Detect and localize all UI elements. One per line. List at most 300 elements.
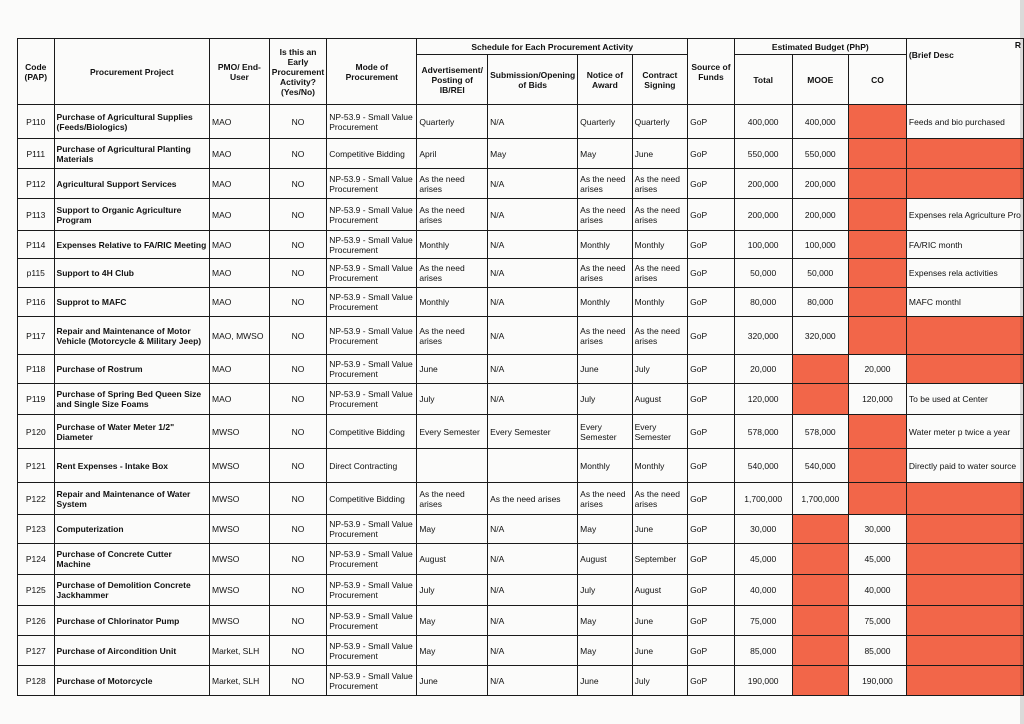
header-remarks-top: R <box>1014 40 1021 50</box>
table-row <box>18 575 1024 606</box>
row-early: NO <box>269 355 326 384</box>
row-early: NO <box>269 231 326 259</box>
row-mode: NP-53.9 - Small Value Procurement <box>327 515 417 544</box>
row-mode: Competitive Bidding <box>327 139 417 169</box>
row-contract-signing: As the need arises <box>632 317 688 355</box>
row-advertisement: June <box>417 355 488 384</box>
row-source: GoP <box>688 259 735 288</box>
table-body <box>18 105 1024 696</box>
row-total: 320,000 <box>734 317 792 355</box>
row-mooe <box>792 355 848 384</box>
row-source: GoP <box>688 231 735 259</box>
row-contract-signing: September <box>632 544 688 575</box>
row-project: Purchase of Demolition Concrete Jackhammer <box>54 575 209 606</box>
row-remarks <box>906 515 1023 544</box>
header-mooe: MOOE <box>792 55 848 105</box>
row-contract-signing: June <box>632 606 688 636</box>
row-project: Purchase of Aircondition Unit <box>54 636 209 666</box>
row-project: Purchase of Water Meter 1/2" Diameter <box>54 415 209 449</box>
table-row <box>18 449 1024 483</box>
row-project: Expenses Relative to FA/RIC Meeting <box>54 231 209 259</box>
table-row <box>18 544 1024 575</box>
row-total: 540,000 <box>734 449 792 483</box>
row-pmo: MWSO <box>209 606 269 636</box>
row-advertisement <box>417 449 488 483</box>
row-contract-signing: As the need arises <box>632 169 688 199</box>
row-notice-of-award: July <box>578 575 632 606</box>
row-early: NO <box>269 384 326 415</box>
row-submission: N/A <box>488 231 578 259</box>
row-early: NO <box>269 606 326 636</box>
row-notice-of-award: May <box>578 606 632 636</box>
row-contract-signing: As the need arises <box>632 259 688 288</box>
row-source: GoP <box>688 105 735 139</box>
table-row <box>18 259 1024 288</box>
row-advertisement: April <box>417 139 488 169</box>
row-notice-of-award: May <box>578 139 632 169</box>
row-code: P119 <box>18 384 55 415</box>
row-advertisement: Quarterly <box>417 105 488 139</box>
row-mooe <box>792 384 848 415</box>
row-advertisement: May <box>417 636 488 666</box>
row-source: GoP <box>688 288 735 317</box>
row-co <box>848 415 906 449</box>
row-mooe: 320,000 <box>792 317 848 355</box>
row-remarks <box>906 317 1023 355</box>
row-source: GoP <box>688 636 735 666</box>
header-mode: Mode of Procurement <box>327 39 417 105</box>
row-submission: N/A <box>488 288 578 317</box>
procurement-table <box>17 38 1024 696</box>
row-code: p115 <box>18 259 55 288</box>
row-total: 190,000 <box>734 666 792 696</box>
table-row <box>18 105 1024 139</box>
row-mode: NP-53.9 - Small Value Procurement <box>327 231 417 259</box>
row-pmo: Market, SLH <box>209 636 269 666</box>
table-row <box>18 288 1024 317</box>
row-remarks: Expenses rela activities <box>906 259 1023 288</box>
row-notice-of-award: June <box>578 355 632 384</box>
row-mode: Direct Contracting <box>327 449 417 483</box>
row-source: GoP <box>688 575 735 606</box>
header-co: CO <box>848 55 906 105</box>
row-code: P117 <box>18 317 55 355</box>
row-total: 200,000 <box>734 169 792 199</box>
row-contract-signing: Monthly <box>632 231 688 259</box>
row-code: P120 <box>18 415 55 449</box>
row-submission: N/A <box>488 317 578 355</box>
table-row <box>18 139 1024 169</box>
row-pmo: MWSO <box>209 575 269 606</box>
row-mooe: 80,000 <box>792 288 848 317</box>
row-total: 75,000 <box>734 606 792 636</box>
row-code: P116 <box>18 288 55 317</box>
row-co: 190,000 <box>848 666 906 696</box>
row-mooe <box>792 606 848 636</box>
row-total: 30,000 <box>734 515 792 544</box>
row-pmo: MWSO <box>209 415 269 449</box>
row-code: P121 <box>18 449 55 483</box>
row-total: 1,700,000 <box>734 483 792 515</box>
row-contract-signing: Monthly <box>632 288 688 317</box>
row-total: 120,000 <box>734 384 792 415</box>
row-notice-of-award: Every Semester <box>578 415 632 449</box>
header-code: Code (PAP) <box>18 39 55 105</box>
row-remarks: Water meter p twice a year <box>906 415 1023 449</box>
row-notice-of-award: June <box>578 666 632 696</box>
row-early: NO <box>269 544 326 575</box>
row-source: GoP <box>688 415 735 449</box>
row-co <box>848 105 906 139</box>
row-notice-of-award: Quarterly <box>578 105 632 139</box>
row-project: Repair and Maintenance of Water System <box>54 483 209 515</box>
row-notice-of-award: Monthly <box>578 449 632 483</box>
row-remarks <box>906 606 1023 636</box>
row-early: NO <box>269 483 326 515</box>
row-pmo: MAO <box>209 288 269 317</box>
row-remarks: MAFC monthl <box>906 288 1023 317</box>
row-early: NO <box>269 199 326 231</box>
row-project: Support to 4H Club <box>54 259 209 288</box>
row-notice-of-award: As the need arises <box>578 317 632 355</box>
row-pmo: MWSO <box>209 483 269 515</box>
row-pmo: MAO <box>209 169 269 199</box>
row-project: Purchase of Agricultural Supplies (Feeds/Biologics) <box>54 105 209 139</box>
row-code: P114 <box>18 231 55 259</box>
row-mode: NP-53.9 - Small Value Procurement <box>327 575 417 606</box>
row-remarks <box>906 666 1023 696</box>
row-project: Rent Expenses - Intake Box <box>54 449 209 483</box>
row-mooe: 540,000 <box>792 449 848 483</box>
row-mode: NP-53.9 - Small Value Procurement <box>327 666 417 696</box>
row-notice-of-award: As the need arises <box>578 259 632 288</box>
row-advertisement: As the need arises <box>417 317 488 355</box>
row-co: 85,000 <box>848 636 906 666</box>
row-contract-signing: August <box>632 575 688 606</box>
row-co: 40,000 <box>848 575 906 606</box>
table-header <box>18 39 1024 105</box>
row-total: 550,000 <box>734 139 792 169</box>
row-advertisement: Monthly <box>417 231 488 259</box>
row-early: NO <box>269 169 326 199</box>
row-mooe: 100,000 <box>792 231 848 259</box>
row-submission: N/A <box>488 606 578 636</box>
row-co <box>848 199 906 231</box>
row-remarks <box>906 483 1023 515</box>
row-early: NO <box>269 259 326 288</box>
row-mode: NP-53.9 - Small Value Procurement <box>327 384 417 415</box>
row-code: P112 <box>18 169 55 199</box>
row-advertisement: Monthly <box>417 288 488 317</box>
row-mooe: 578,000 <box>792 415 848 449</box>
row-pmo: MAO <box>209 355 269 384</box>
row-total: 85,000 <box>734 636 792 666</box>
row-remarks <box>906 636 1023 666</box>
row-advertisement: August <box>417 544 488 575</box>
row-total: 100,000 <box>734 231 792 259</box>
row-code: P123 <box>18 515 55 544</box>
row-pmo: MAO <box>209 384 269 415</box>
row-early: NO <box>269 415 326 449</box>
row-code: P122 <box>18 483 55 515</box>
row-pmo: MAO <box>209 105 269 139</box>
row-advertisement: June <box>417 666 488 696</box>
row-source: GoP <box>688 515 735 544</box>
row-mode: NP-53.9 - Small Value Procurement <box>327 259 417 288</box>
row-early: NO <box>269 666 326 696</box>
row-code: P118 <box>18 355 55 384</box>
row-notice-of-award: July <box>578 384 632 415</box>
row-submission: Every Semester <box>488 415 578 449</box>
row-contract-signing: July <box>632 666 688 696</box>
row-advertisement: Every Semester <box>417 415 488 449</box>
row-pmo: MAO <box>209 139 269 169</box>
row-early: NO <box>269 515 326 544</box>
row-notice-of-award: As the need arises <box>578 199 632 231</box>
row-remarks: FA/RIC month <box>906 231 1023 259</box>
row-remarks <box>906 575 1023 606</box>
row-remarks: Expenses rela Agriculture Pro <box>906 199 1023 231</box>
table-row <box>18 666 1024 696</box>
header-total: Total <box>734 55 792 105</box>
row-contract-signing: As the need arises <box>632 483 688 515</box>
row-code: P113 <box>18 199 55 231</box>
row-project: Purchase of Concrete Cutter Machine <box>54 544 209 575</box>
row-project: Purchase of Chlorinator Pump <box>54 606 209 636</box>
header-budget: Estimated Budget (PhP) <box>734 39 906 55</box>
header-notice-of-award: Notice of Award <box>578 55 632 105</box>
row-contract-signing: July <box>632 355 688 384</box>
row-advertisement: As the need arises <box>417 199 488 231</box>
table-row <box>18 606 1024 636</box>
row-contract-signing: June <box>632 636 688 666</box>
row-early: NO <box>269 288 326 317</box>
row-mooe: 50,000 <box>792 259 848 288</box>
row-remarks <box>906 139 1023 169</box>
row-mooe: 1,700,000 <box>792 483 848 515</box>
row-early: NO <box>269 105 326 139</box>
row-source: GoP <box>688 199 735 231</box>
row-source: GoP <box>688 139 735 169</box>
row-mooe <box>792 515 848 544</box>
row-early: NO <box>269 317 326 355</box>
row-co <box>848 259 906 288</box>
row-total: 20,000 <box>734 355 792 384</box>
row-mode: NP-53.9 - Small Value Procurement <box>327 636 417 666</box>
table-row <box>18 231 1024 259</box>
row-co <box>848 483 906 515</box>
row-source: GoP <box>688 169 735 199</box>
header-submission: Submission/Opening of Bids <box>488 55 578 105</box>
row-pmo: Market, SLH <box>209 666 269 696</box>
row-total: 45,000 <box>734 544 792 575</box>
row-pmo: MAO <box>209 199 269 231</box>
row-co: 45,000 <box>848 544 906 575</box>
row-submission: N/A <box>488 105 578 139</box>
row-notice-of-award: As the need arises <box>578 483 632 515</box>
row-total: 200,000 <box>734 199 792 231</box>
header-remarks <box>906 39 1023 105</box>
row-notice-of-award: Monthly <box>578 231 632 259</box>
row-total: 80,000 <box>734 288 792 317</box>
row-co: 30,000 <box>848 515 906 544</box>
row-project: Computerization <box>54 515 209 544</box>
row-submission: N/A <box>488 199 578 231</box>
row-total: 400,000 <box>734 105 792 139</box>
row-code: P127 <box>18 636 55 666</box>
row-source: GoP <box>688 544 735 575</box>
row-project: Support to Organic Agriculture Program <box>54 199 209 231</box>
row-project: Supprot to MAFC <box>54 288 209 317</box>
row-mooe <box>792 636 848 666</box>
row-code: P128 <box>18 666 55 696</box>
table-row <box>18 415 1024 449</box>
row-advertisement: As the need arises <box>417 259 488 288</box>
row-remarks: Feeds and bio purchased <box>906 105 1023 139</box>
table-row <box>18 169 1024 199</box>
row-pmo: MAO, MWSO <box>209 317 269 355</box>
header-early: Is this an Early Procurement Activity? (Yes/No) <box>269 39 326 105</box>
row-code: P110 <box>18 105 55 139</box>
row-source: GoP <box>688 606 735 636</box>
row-pmo: MWSO <box>209 449 269 483</box>
row-submission: May <box>488 139 578 169</box>
row-mode: NP-53.9 - Small Value Procurement <box>327 169 417 199</box>
row-mode: NP-53.9 - Small Value Procurement <box>327 317 417 355</box>
row-co: 120,000 <box>848 384 906 415</box>
row-contract-signing: As the need arises <box>632 199 688 231</box>
row-co <box>848 231 906 259</box>
row-submission: N/A <box>488 515 578 544</box>
row-submission: N/A <box>488 636 578 666</box>
row-contract-signing: Quarterly <box>632 105 688 139</box>
row-advertisement: May <box>417 515 488 544</box>
row-submission: N/A <box>488 544 578 575</box>
row-submission: N/A <box>488 384 578 415</box>
row-project: Purchase of Agricultural Planting Materials <box>54 139 209 169</box>
row-pmo: MWSO <box>209 544 269 575</box>
row-code: P126 <box>18 606 55 636</box>
row-source: GoP <box>688 317 735 355</box>
row-mode: NP-53.9 - Small Value Procurement <box>327 544 417 575</box>
row-code: P124 <box>18 544 55 575</box>
header-project: Procurement Project <box>54 39 209 105</box>
row-early: NO <box>269 636 326 666</box>
row-pmo: MAO <box>209 259 269 288</box>
table-row <box>18 636 1024 666</box>
row-co <box>848 449 906 483</box>
header-remarks-desc: (Brief Desc <box>908 50 954 60</box>
row-total: 50,000 <box>734 259 792 288</box>
row-submission: As the need arises <box>488 483 578 515</box>
header-pmo: PMO/ End-User <box>209 39 269 105</box>
row-project: Repair and Maintenance of Motor Vehicle (Motorcycle & Military Jeep) <box>54 317 209 355</box>
row-source: GoP <box>688 666 735 696</box>
row-mooe <box>792 666 848 696</box>
row-mooe: 200,000 <box>792 169 848 199</box>
row-submission: N/A <box>488 575 578 606</box>
row-co <box>848 288 906 317</box>
row-pmo: MAO <box>209 231 269 259</box>
row-source: GoP <box>688 483 735 515</box>
table-row <box>18 515 1024 544</box>
header-schedule: Schedule for Each Procurement Activity <box>417 39 688 55</box>
row-mode: NP-53.9 - Small Value Procurement <box>327 105 417 139</box>
page-edge-shadow <box>1020 0 1024 724</box>
row-mooe <box>792 544 848 575</box>
row-mooe: 550,000 <box>792 139 848 169</box>
row-mooe: 400,000 <box>792 105 848 139</box>
row-total: 40,000 <box>734 575 792 606</box>
row-contract-signing: Monthly <box>632 449 688 483</box>
row-submission <box>488 449 578 483</box>
row-remarks <box>906 169 1023 199</box>
row-project: Purchase of Motorcycle <box>54 666 209 696</box>
row-contract-signing: June <box>632 139 688 169</box>
row-notice-of-award: August <box>578 544 632 575</box>
row-remarks: To be used at Center <box>906 384 1023 415</box>
row-early: NO <box>269 449 326 483</box>
row-notice-of-award: May <box>578 515 632 544</box>
table-row <box>18 483 1024 515</box>
row-project: Purchase of Rostrum <box>54 355 209 384</box>
row-co <box>848 169 906 199</box>
row-advertisement: July <box>417 384 488 415</box>
table-row <box>18 317 1024 355</box>
row-advertisement: May <box>417 606 488 636</box>
row-notice-of-award: Monthly <box>578 288 632 317</box>
row-mode: Competitive Bidding <box>327 415 417 449</box>
row-code: P111 <box>18 139 55 169</box>
row-notice-of-award: May <box>578 636 632 666</box>
table-row <box>18 199 1024 231</box>
row-mode: NP-53.9 - Small Value Procurement <box>327 355 417 384</box>
row-project: Purchase of Spring Bed Queen Size and Single Size Foams <box>54 384 209 415</box>
row-source: GoP <box>688 384 735 415</box>
row-source: GoP <box>688 449 735 483</box>
row-co: 20,000 <box>848 355 906 384</box>
row-advertisement: July <box>417 575 488 606</box>
row-submission: N/A <box>488 355 578 384</box>
header-advertisement: Advertisement/ Posting of IB/REI <box>417 55 488 105</box>
row-mode: Competitive Bidding <box>327 483 417 515</box>
row-mooe <box>792 575 848 606</box>
row-remarks <box>906 544 1023 575</box>
header-source: Source of Funds <box>688 39 735 105</box>
row-total: 578,000 <box>734 415 792 449</box>
row-submission: N/A <box>488 666 578 696</box>
row-code: P125 <box>18 575 55 606</box>
row-mode: NP-53.9 - Small Value Procurement <box>327 288 417 317</box>
row-early: NO <box>269 575 326 606</box>
header-contract-signing: Contract Signing <box>632 55 688 105</box>
table-row <box>18 384 1024 415</box>
row-source: GoP <box>688 355 735 384</box>
row-advertisement: As the need arises <box>417 483 488 515</box>
row-advertisement: As the need arises <box>417 169 488 199</box>
row-mooe: 200,000 <box>792 199 848 231</box>
row-remarks: Directly paid to water source <box>906 449 1023 483</box>
row-contract-signing: August <box>632 384 688 415</box>
row-contract-signing: June <box>632 515 688 544</box>
row-remarks <box>906 355 1023 384</box>
row-submission: N/A <box>488 169 578 199</box>
row-mode: NP-53.9 - Small Value Procurement <box>327 606 417 636</box>
row-contract-signing: Every Semester <box>632 415 688 449</box>
row-co: 75,000 <box>848 606 906 636</box>
row-mode: NP-53.9 - Small Value Procurement <box>327 199 417 231</box>
row-early: NO <box>269 139 326 169</box>
